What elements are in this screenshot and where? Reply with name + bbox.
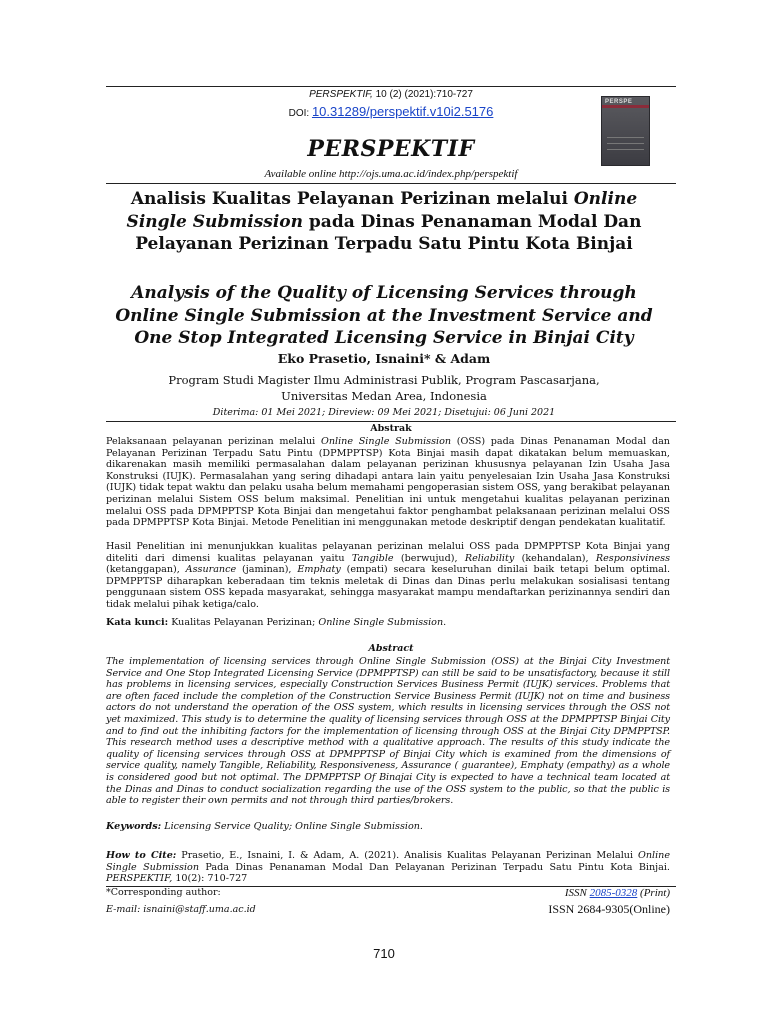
doi-line: DOI: 10.31289/perspektif.v10i2.5176 — [288, 104, 494, 119]
abstrak-heading: Abstrak — [370, 423, 412, 434]
author-email: E-mail: isnaini@staff.uma.ac.id — [106, 904, 256, 915]
journal-name: PERSPEKTIF — [307, 136, 475, 162]
journal-cover-image — [601, 96, 650, 166]
corresponding-author: *Corresponding author: — [106, 887, 221, 898]
abstrak-paragraph-2: Hasil Penelitian ini menunjukkan kualitas pelayanan perizinan melalui OSS pada DPMPPTSP Kota Binjai yang diteliti dari dimensi kualitas pelayanan yaitu Tangible (berwujud), Reliability (kehandalan), Responsiviness (ketanggapan), Assurance (jaminan), Emphaty (empati) secara keseluruhan dinilai baik tetapi belum optimal. DPMPPTSP diharapkan keberadaan tim teknis meletak di Dinas dan Dinas perlu melakukan sosialisasi tentang penggunaan sistem OSS kepada masyarakat, sehingga masyarakat mampu mendaftarkan perizinannya sendiri dan tidak melalui pihak ketiga/calo. — [106, 541, 671, 610]
how-to-cite: How to Cite: Prasetio, E., Isnaini, I. & Adam, A. (2021). Analisis Kualitas Pelayanan Perizinan Melalui Online Single Submission Pada Dinas Penanaman Modal Dan Pelayanan Perizinan Terpadu Satu Pintu Kota Binjai. PERSPEKTIF, 10(2): 710-727 — [106, 850, 670, 885]
cover-line — [607, 137, 644, 138]
available-online: Available online http://ojs.uma.ac.id/index.php/perspektif — [264, 168, 518, 180]
keywords: Keywords: Licensing Service Quality; Online Single Submission. — [106, 821, 423, 832]
affiliation: Program Studi Magister Ilmu Administrasi Publik, Program Pascasarjana, Universitas Medan Area, Indonesia — [168, 373, 600, 403]
authors: Eko Prasetio, Isnaini* & Adam — [277, 351, 491, 366]
cover-title: PERSPE — [605, 99, 633, 105]
issn-online: ISSN 2684-9305(Online) — [548, 902, 670, 916]
issn-print-link[interactable]: 2085-0328 — [589, 887, 638, 899]
cover-line — [607, 149, 644, 150]
abstrak-paragraph-1: Pelaksanaan pelayanan perizinan melalui Online Single Submission (OSS) pada Dinas Penanaman Modal dan Pelayanan Perizinan Terpadu Satu Pintu (DPMPPTSP) Kota Binjai masih dapat dikatakan belum memuaskan, dikarenakan masih memiliki permasalahan dalam pelayanan perizinan khususnya pelayanan Izin Usaha Jasa Konstruksi (IUJK). Permasalahan yang sering dihadapi antara lain yaitu penyelesaian Izin Usaha Jasa Konstruksi (IUJK) tidak tepat waktu dan pelaku usaha belum memahami pengoperasian sistem OSS, yang berakibat pelayanan perizinan melalui Sistem OSS belum maksimal. Penelitian ini untuk mengetahui kualitas pelayanan perizinan melalui OSS pada DPMPPTSP Kota Binjai dan mengetahui faktor penghambat pelaksanaan perizinan melalui OSS pada DPMPPTSP Kota Binjai. Metode Penelitian ini menggunakan metode deskriptif dengan pendekatan kualitatif. — [106, 436, 670, 529]
title-english: Analysis of the Quality of Licensing Services through Online Single Submission at the Investment Service and One Stop Integrated Licensing Service in Binjai City — [115, 283, 653, 348]
header-bottom-rule — [106, 183, 676, 184]
issn-print: ISSN 2085-0328 (Print) — [564, 887, 670, 899]
abstract-heading: Abstract — [368, 643, 414, 654]
page-number: 710 — [373, 946, 395, 961]
journal-citation: PERSPEKTIF, 10 (2) (2021):710-727 — [309, 89, 473, 100]
abstract-top-rule — [106, 421, 676, 422]
abstract-paragraph: The implementation of licensing services through Online Single Submission (OSS) at the Binjai City Investment Service and One Stop Integrated Licensing Service (DPMPPTSP) can still be said to be unsatisfactory, because it still has problems in licensing services, especially Construction Services Business Permit (IUJK) services. Problems that are often faced include the completion of the Construction Service Business Permit (IUJK) not on time and business actors do not understand the operation of the OSS system, which results in licensing services through the OSS not yet maximized. This study is to determine the quality of licensing services through OSS at the DPMPPTSP Binjai City and to find out the inhibiting factors for the implementation of licensing through OSS at the Binjai City DPMPPTSP. This research method uses a descriptive method with a qualitative approach. The results of this study indicate the quality of licensing services through OSS at DPMPPTSP of Binjai City which is examined from the dimensions of service quality, namely Tangible, Reliability, Responsiveness, Assurance ( guarantee), Emphaty (empathy) as a whole is considered good but not optimal. The DPMPPTSP Of Binajai City is expected to have a technical team located at the Dinas and Dinas to conduct socialization regarding the use of the OSS system to the public, so that the public is able to register their own permits and not through third parties/brokers. — [106, 656, 670, 807]
title-indonesian: Analisis Kualitas Pelayanan Perizinan melalui Online Single Submission pada Dinas Penanaman Modal Dan Pelayanan Perizinan Terpadu Satu Pintu Kota Binjai — [126, 189, 642, 254]
header-top-rule — [106, 86, 676, 87]
kata-kunci: Kata kunci: Kualitas Pelayanan Perizinan; Online Single Submission. — [106, 617, 447, 628]
cover-line — [607, 143, 644, 144]
article-dates: Diterima: 01 Mei 2021; Direview: 09 Mei 2021; Disetujui: 06 Juni 2021 — [212, 407, 556, 418]
doi-link[interactable]: 10.31289/perspektif.v10i2.5176 — [311, 104, 494, 119]
cover-band — [602, 105, 649, 108]
